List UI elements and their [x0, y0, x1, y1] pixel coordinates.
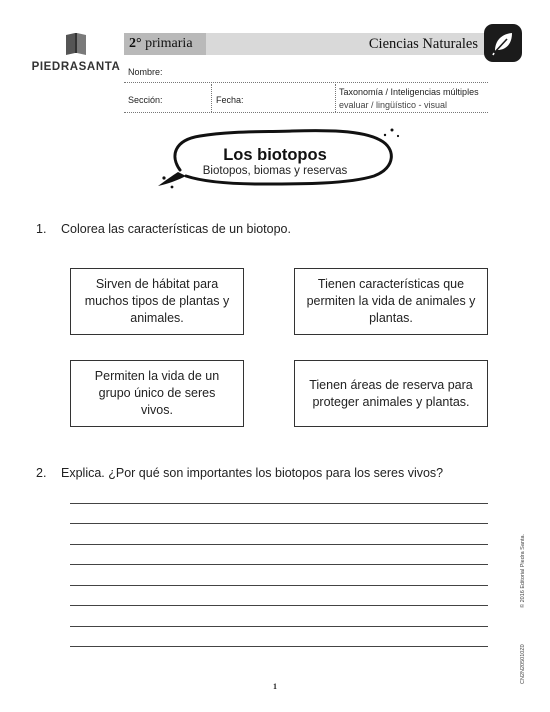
- page-number: 1: [273, 682, 277, 691]
- publisher-logo: PIEDRASANTA: [31, 61, 121, 73]
- answer-line[interactable]: [70, 626, 488, 627]
- answer-line[interactable]: [70, 605, 488, 606]
- characteristic-card[interactable]: Tienen características que permiten la vida de animales y plantas.: [294, 268, 488, 335]
- question-number: 2.: [36, 466, 47, 480]
- answer-line[interactable]: [70, 646, 488, 647]
- answer-line[interactable]: [70, 523, 488, 524]
- leaf-icon: [484, 24, 522, 62]
- taxonomy-label: Taxonomía / Inteligencias múltiples: [339, 87, 479, 97]
- answer-line[interactable]: [70, 544, 488, 545]
- book-logo-icon: [63, 33, 89, 55]
- characteristic-card[interactable]: Permiten la vida de un grupo único de seres vivos.: [70, 360, 244, 427]
- product-code: CN2N205010Z0: [520, 644, 526, 684]
- section-label: Sección:: [128, 95, 163, 105]
- characteristic-card[interactable]: Sirven de hábitat para muchos tipos de plantas y animales.: [70, 268, 244, 335]
- name-line[interactable]: [124, 82, 488, 83]
- characteristic-card[interactable]: Tienen áreas de reserva para proteger animales y plantas.: [294, 360, 488, 427]
- question-text: Explica. ¿Por qué son importantes los biotopos para los seres vivos?: [61, 466, 444, 480]
- date-label: Fecha:: [216, 95, 244, 105]
- answer-line[interactable]: [70, 503, 488, 504]
- name-label: Nombre:: [128, 67, 163, 77]
- taxonomy-detail: evaluar / lingüístico - visual: [339, 100, 448, 110]
- question-2: [36, 466, 443, 480]
- answer-line[interactable]: [70, 564, 488, 565]
- subject-title: Ciencias Naturales: [368, 36, 478, 52]
- grade-label: 2° primaria: [129, 36, 193, 51]
- question-1: [36, 222, 291, 236]
- copyright-note: © 2016 Editorial Piedra Santa.: [520, 533, 526, 608]
- field-divider: [211, 84, 212, 112]
- worksheet-subtitle: Biotopos, biomas y reservas: [202, 165, 348, 177]
- question-text: Colorea las características de un biotopo.: [61, 222, 291, 236]
- answer-line[interactable]: [70, 585, 488, 586]
- field-divider: [335, 84, 336, 112]
- question-number: 1.: [36, 222, 47, 236]
- section-line: [124, 112, 488, 113]
- worksheet-title: Los biotopos: [223, 146, 327, 164]
